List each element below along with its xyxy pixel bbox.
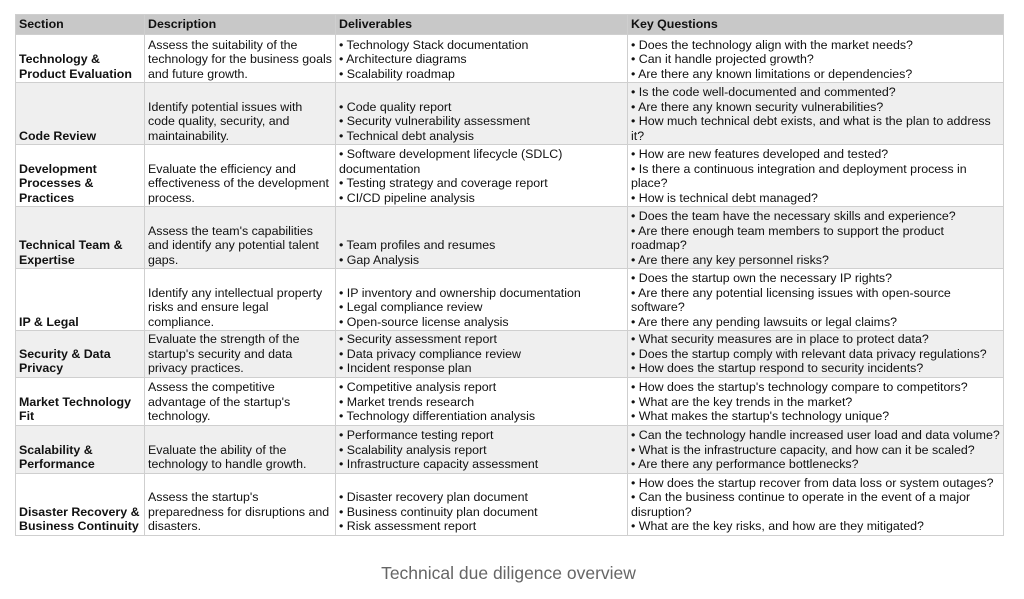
- cell-deliverables: [336, 145, 628, 207]
- cell-deliverables: [336, 269, 628, 331]
- question-item: • What are the key trends in the market?: [631, 394, 853, 409]
- deliverable-item: • Competitive analysis report: [339, 380, 497, 394]
- deliverable-item: • Market trends research: [339, 394, 475, 409]
- question-item: • Are there any potential licensing issues with open-source software?: [631, 285, 951, 314]
- deliverable-item: • Technical debt analysis: [339, 128, 474, 143]
- cell-description: Identify potential issues with code quality, security, and maintainability.: [145, 83, 336, 145]
- cell-description: Assess the team's capabilities and identify any potential talent gaps.: [145, 207, 336, 269]
- table-body: [16, 35, 1004, 536]
- question-item: • Are there any known security vulnerabilities?: [631, 99, 884, 114]
- question-item: • Can the business continue to operate in the event of a major disruption?: [631, 490, 971, 519]
- cell-section: Market Technology Fit: [16, 377, 145, 425]
- cell-deliverables: [336, 377, 628, 425]
- deliverable-item: • Scalability analysis report: [339, 442, 487, 457]
- question-item: • How are new features developed and tested?: [631, 147, 889, 161]
- cell-section: Code Review: [16, 83, 145, 145]
- table-row: [16, 331, 1004, 378]
- question-item: • Is there a continuous integration and deployment process in place?: [631, 161, 967, 190]
- deliverable-item: • IP inventory and ownership documentation: [339, 285, 581, 300]
- cell-section: Disaster Recovery & Business Continuity: [16, 473, 145, 535]
- cell-description: Identify any intellectual property risks and ensure legal compliance.: [145, 269, 336, 331]
- deliverable-item: • Security vulnerability assessment: [339, 114, 530, 128]
- cell-description: Evaluate the ability of the technology to handle growth.: [145, 425, 336, 473]
- cell-deliverables: [336, 83, 628, 145]
- question-item: • What are the key risks, and how are they mitigated?: [631, 519, 924, 533]
- deliverable-item: • Code quality report: [339, 99, 452, 114]
- question-item: • Does the startup comply with relevant data privacy regulations?: [631, 346, 987, 361]
- question-item: • Does the technology align with the market needs?: [631, 37, 913, 52]
- cell-key-questions: [628, 35, 1004, 83]
- question-item: • What security measures are in place to protect data?: [631, 332, 929, 346]
- cell-key-questions: [628, 145, 1004, 207]
- cell-section: Technical Team & Expertise: [16, 207, 145, 269]
- question-item: • Can it handle projected growth?: [631, 52, 814, 66]
- cell-description: Evaluate the efficiency and effectiveness of the development process.: [145, 145, 336, 207]
- question-item: • Is the code well-documented and commented?: [631, 85, 896, 99]
- deliverable-item: • Business continuity plan document: [339, 504, 538, 519]
- cell-key-questions: [628, 377, 1004, 425]
- cell-section: Scalability & Performance: [16, 425, 145, 473]
- table-row: [16, 35, 1004, 83]
- question-item: • How does the startup recover from data loss or system outages?: [631, 475, 994, 490]
- header-description: Description: [145, 15, 336, 35]
- deliverable-item: • Incident response plan: [339, 361, 472, 375]
- table-row: [16, 473, 1004, 535]
- figure-caption: Technical due diligence overview: [381, 563, 636, 583]
- deliverable-item: • Technology differentiation analysis: [339, 409, 536, 423]
- cell-section: Security & Data Privacy: [16, 331, 145, 378]
- deliverable-item: • Infrastructure capacity assessment: [339, 457, 539, 471]
- deliverable-item: • Scalability roadmap: [339, 66, 455, 81]
- header-section: Section: [16, 15, 145, 35]
- table-row: [16, 207, 1004, 269]
- cell-deliverables: [336, 207, 628, 269]
- question-item: • How does the startup respond to security incidents?: [631, 361, 924, 375]
- table-row: [16, 425, 1004, 473]
- cell-key-questions: [628, 269, 1004, 331]
- question-item: • Are there any performance bottlenecks?: [631, 457, 859, 471]
- deliverable-item: • Gap Analysis: [339, 252, 420, 267]
- question-item: • Are there any pending lawsuits or legal claims?: [631, 314, 898, 329]
- deliverable-item: • Software development lifecycle (SDLC) documentation: [339, 147, 563, 176]
- cell-section: IP & Legal: [16, 269, 145, 331]
- cell-deliverables: [336, 331, 628, 378]
- deliverable-item: • Legal compliance review: [339, 300, 483, 314]
- deliverable-item: • Performance testing report: [339, 428, 494, 442]
- table-row: [16, 377, 1004, 425]
- question-item: • Can the technology handle increased user load and data volume?: [631, 428, 1000, 442]
- cell-description: Evaluate the strength of the startup's security and data privacy practices.: [145, 331, 336, 378]
- question-item: • How does the startup's technology compare to competitors?: [631, 380, 968, 394]
- deliverable-item: • Data privacy compliance review: [339, 346, 522, 361]
- cell-deliverables: [336, 425, 628, 473]
- deliverable-item: • Technology Stack documentation: [339, 37, 529, 52]
- question-item: • Are there any known limitations or dependencies?: [631, 66, 913, 81]
- question-item: • Does the team have the necessary skills and experience?: [631, 209, 956, 223]
- question-item: • Does the startup own the necessary IP rights?: [631, 271, 893, 285]
- deliverable-item: • Open-source license analysis: [339, 314, 509, 329]
- cell-description: Assess the startup's preparedness for disruptions and disasters.: [145, 473, 336, 535]
- question-item: • What is the infrastructure capacity, and how can it be scaled?: [631, 442, 975, 457]
- deliverable-item: • CI/CD pipeline analysis: [339, 190, 475, 205]
- header-key-questions: Key Questions: [628, 15, 1004, 35]
- question-item: • Are there any key personnel risks?: [631, 252, 829, 267]
- cell-deliverables: [336, 473, 628, 535]
- header-row: [16, 15, 1004, 35]
- deliverable-item: • Testing strategy and coverage report: [339, 176, 548, 190]
- deliverable-item: • Security assessment report: [339, 332, 497, 346]
- cell-key-questions: [628, 83, 1004, 145]
- question-item: • What makes the startup's technology unique?: [631, 409, 890, 423]
- cell-section: Technology & Product Evaluation: [16, 35, 145, 83]
- deliverable-item: • Disaster recovery plan document: [339, 490, 528, 504]
- question-item: • How much technical debt exists, and what is the plan to address it?: [631, 114, 991, 143]
- cell-deliverables: [336, 35, 628, 83]
- table-row: [16, 145, 1004, 207]
- cell-description: Assess the competitive advantage of the startup's technology.: [145, 377, 336, 425]
- deliverable-item: • Architecture diagrams: [339, 52, 467, 66]
- table-row: [16, 269, 1004, 331]
- cell-key-questions: [628, 331, 1004, 378]
- diligence-table: [15, 14, 1004, 536]
- question-item: • Are there enough team members to support the product roadmap?: [631, 223, 944, 252]
- question-item: • How is technical debt managed?: [631, 190, 818, 205]
- cell-section: Development Processes & Practices: [16, 145, 145, 207]
- deliverable-item: • Team profiles and resumes: [339, 238, 496, 252]
- cell-key-questions: [628, 425, 1004, 473]
- cell-key-questions: [628, 473, 1004, 535]
- table-row: [16, 83, 1004, 145]
- cell-key-questions: [628, 207, 1004, 269]
- cell-description: Assess the suitability of the technology for the business goals and future growth.: [145, 35, 336, 83]
- header-deliverables: Deliverables: [336, 15, 628, 35]
- diligence-table-container: [15, 14, 1003, 536]
- deliverable-item: • Risk assessment report: [339, 519, 477, 533]
